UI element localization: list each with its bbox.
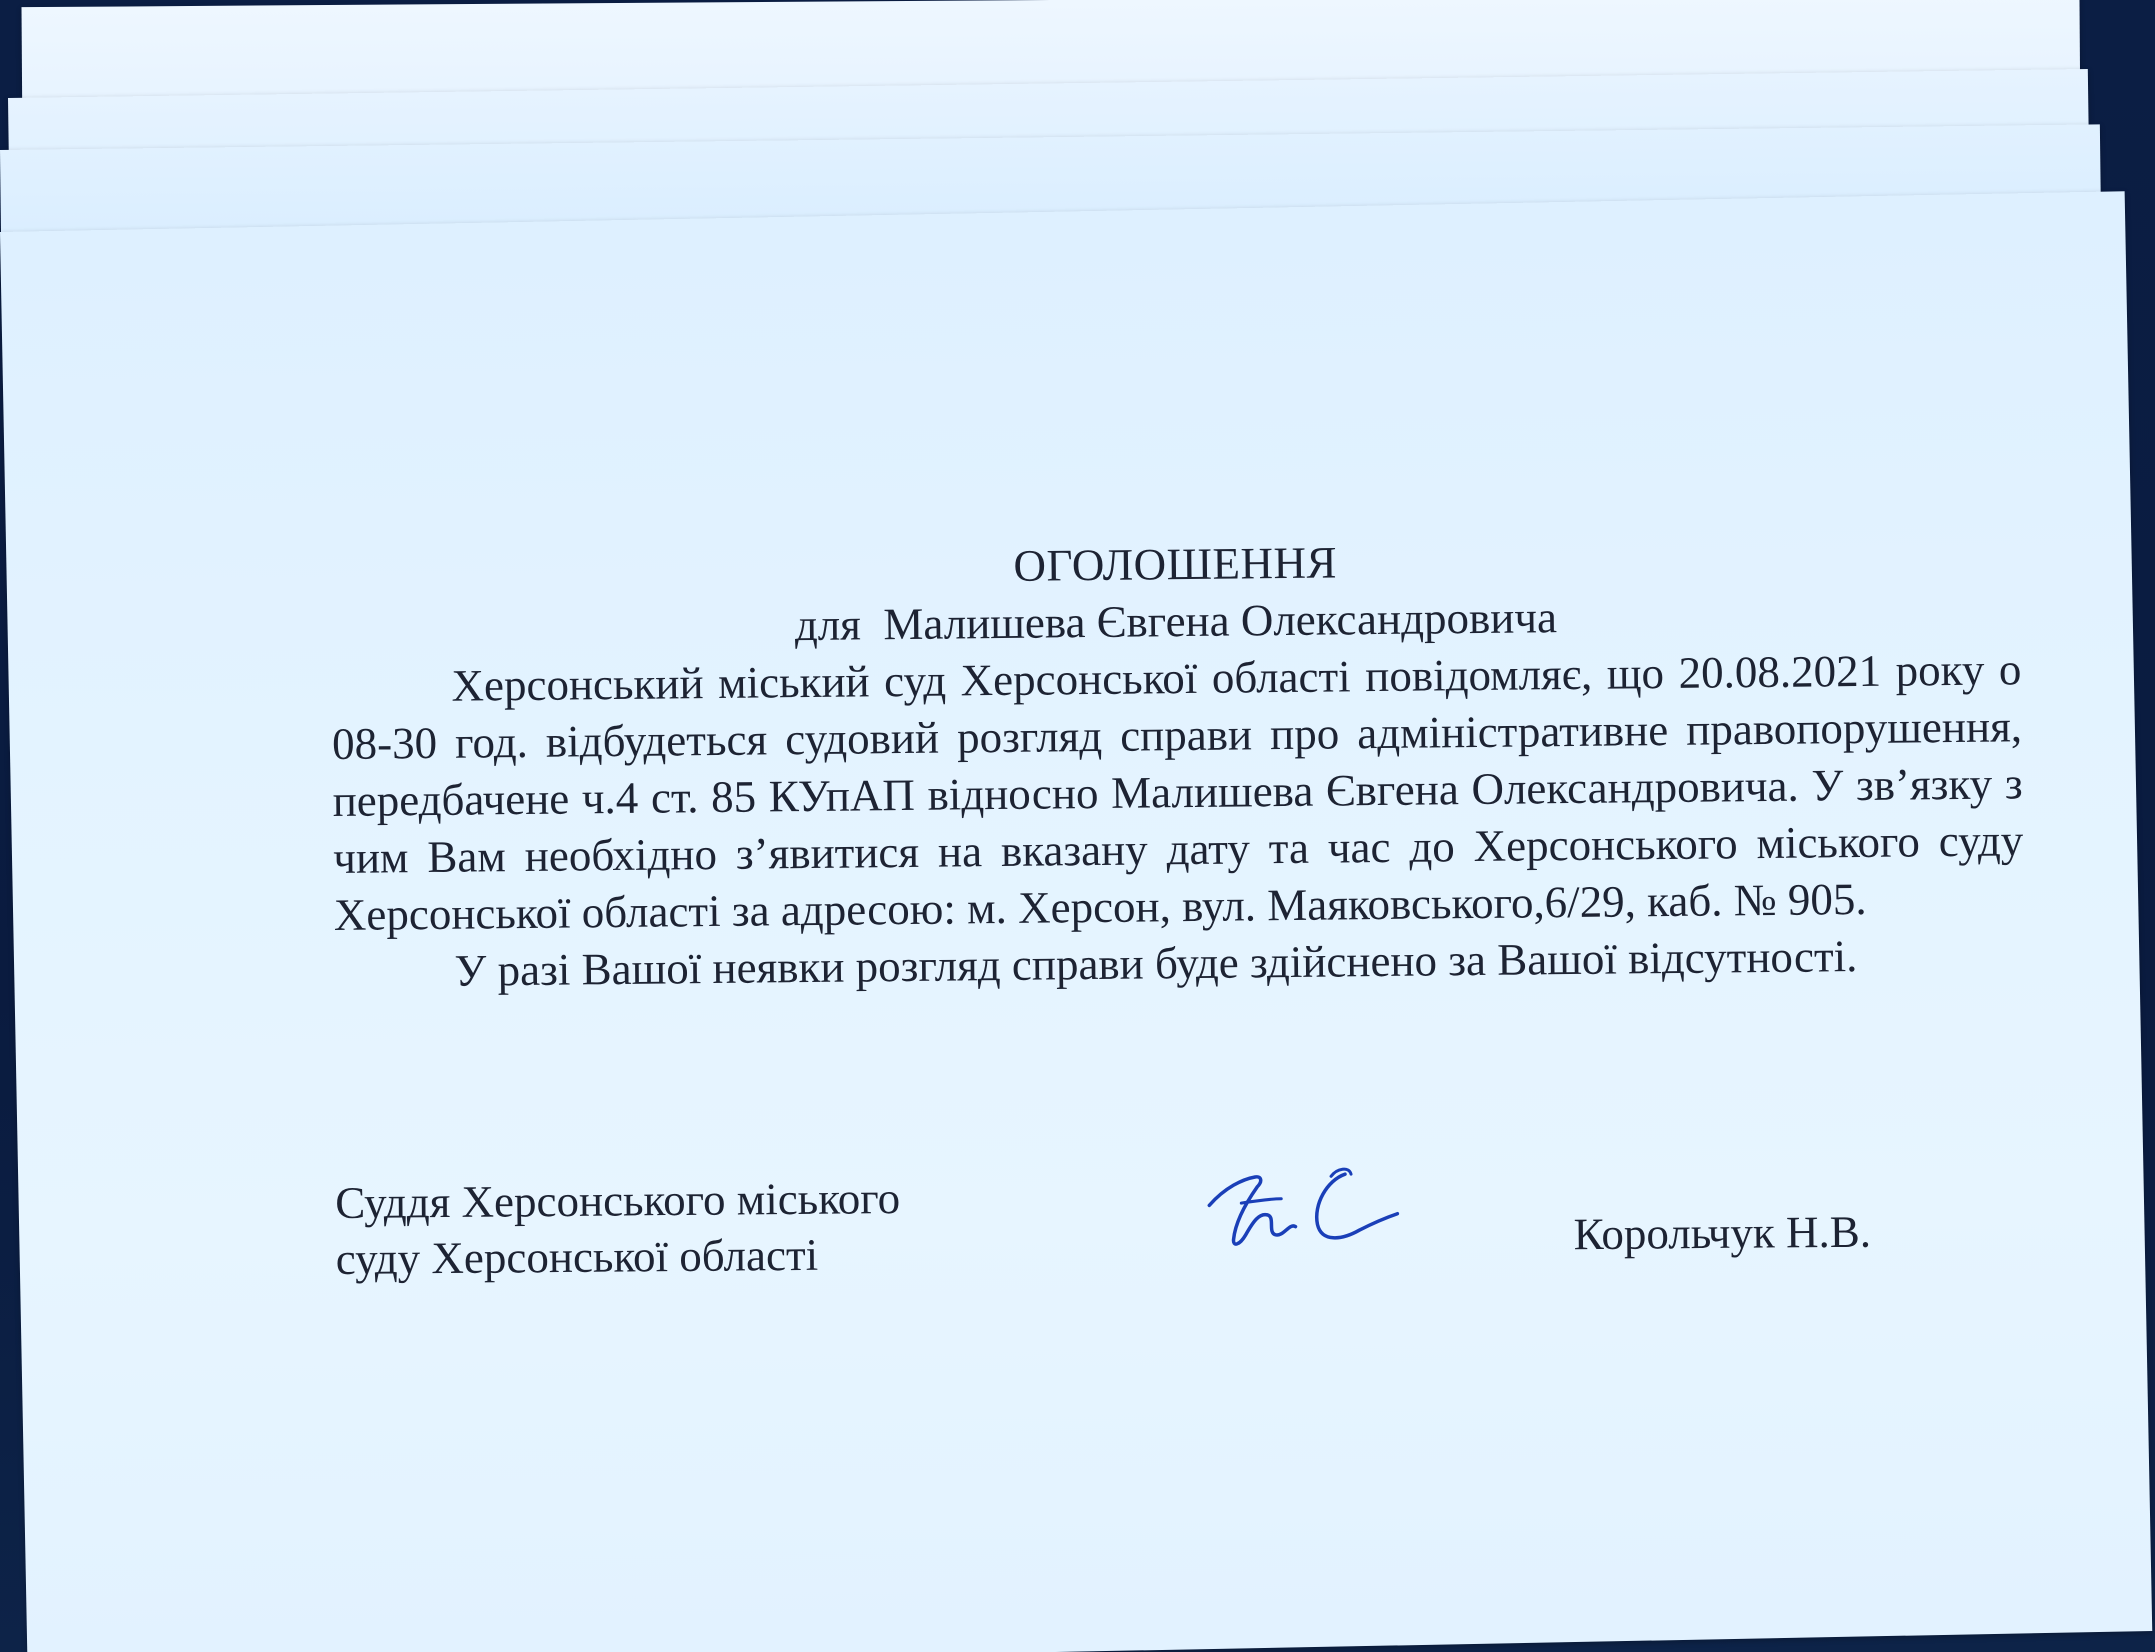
- judge-position: [335, 1170, 901, 1287]
- notice-document: [330, 527, 2025, 1001]
- judge-name: Корольчук Н.В.: [1573, 1206, 1872, 1260]
- notice-absence-paragraph: У разі Вашої неявки розгляд справи буде здійснено за Вашої відсутності.: [454, 931, 1858, 996]
- signature-block: [335, 1160, 2036, 1315]
- judge-position-line-2: суду Херсонської області: [335, 1229, 819, 1284]
- handwritten-signature: [1195, 1156, 1406, 1268]
- notice-recipient: для Малишева Євгена Олександровича: [794, 592, 1558, 651]
- notice-title: ОГОЛОШЕННЯ: [1013, 537, 1338, 591]
- notice-body-paragraph: Херсонський міський суд Херсонської області повідомляє, що 20.08.2021 року о 08-30 год. відбудеться судовий розгляд справи про адміністративне правопорушення, передбачене ч.4 ст. 85 КУпАП відносно Малишева Євгена Олександровича. У зв’язку з чим Вам необхідно з’явитися на вказану дату та час до Херсонського міського суду Херсонської області за адресою: м. Херсон, вул. Маяковського,6/29, каб. № 905.: [331, 644, 2024, 940]
- judge-position-line-1: Суддя Херсонського міського: [335, 1173, 901, 1228]
